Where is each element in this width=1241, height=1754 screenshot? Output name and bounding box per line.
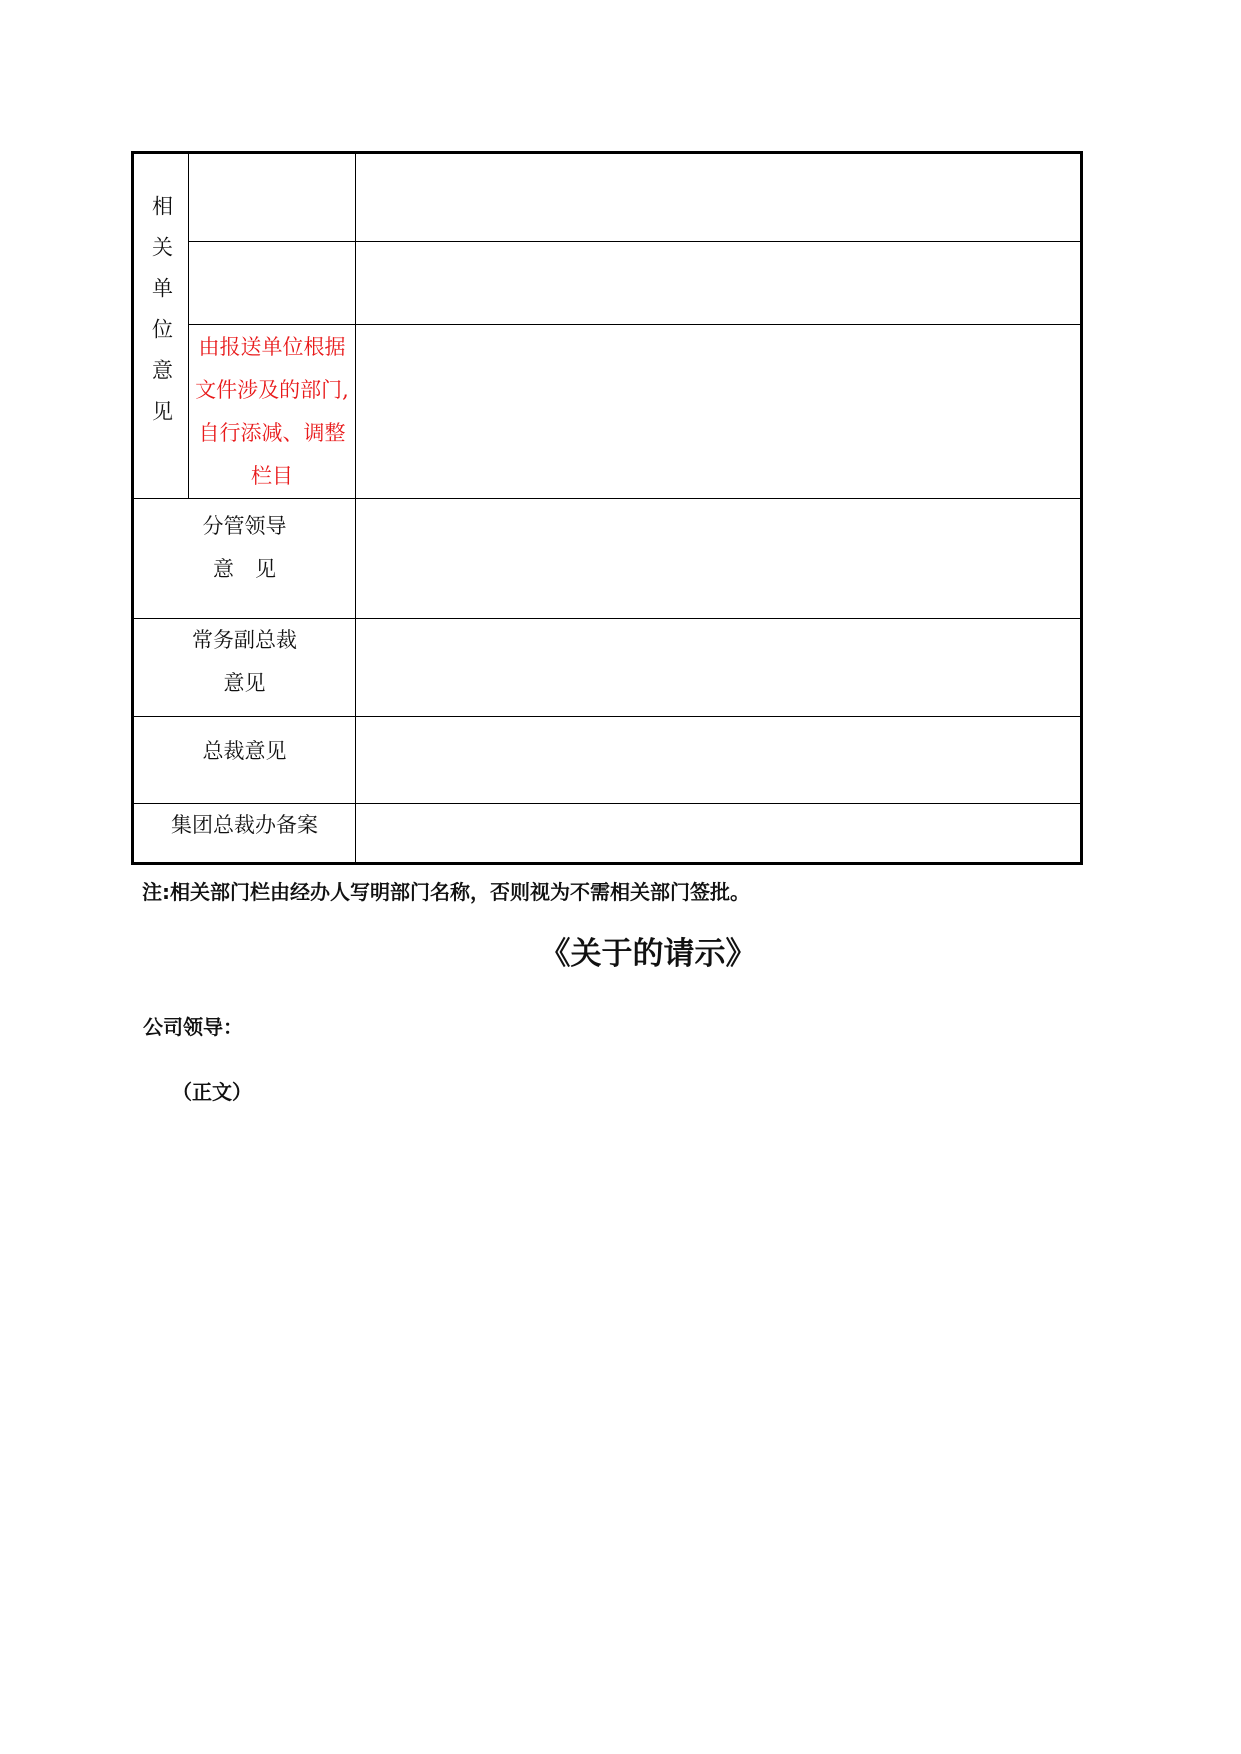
related-unit-row-2 <box>133 242 1082 325</box>
president-opinion-label: 总裁意见 <box>133 716 356 803</box>
related-units-label: 相关单位意见 <box>149 195 174 442</box>
exec-vp-opinion-row <box>133 619 1082 716</box>
related-unit-row-3 <box>133 325 1082 498</box>
group-office-record-label: 集团总裁办备案 <box>133 803 356 863</box>
related-unit-opinion-cell-2[interactable] <box>356 242 1082 325</box>
related-unit-dept-cell-1[interactable] <box>189 153 356 242</box>
exec-vp-opinion-field[interactable] <box>356 619 1082 716</box>
form-note: 注:相关部门栏由经办人写明部门名称，否则视为不需相关部门签批。 <box>142 880 750 904</box>
body-placeholder: （正文） <box>172 1080 252 1104</box>
related-units-label-cell <box>133 153 189 499</box>
related-unit-instruction: 由报送单位根据文件涉及的部门,自行添减、调整栏目 <box>189 325 356 498</box>
leader-opinion-label <box>133 498 356 618</box>
group-office-record-field[interactable] <box>356 803 1082 863</box>
leader-opinion-row <box>133 498 1082 618</box>
approval-form-table <box>131 151 1083 865</box>
president-opinion-field[interactable] <box>356 716 1082 803</box>
leader-opinion-label-line1: 分管领导 <box>202 513 287 538</box>
related-unit-opinion-cell-1[interactable] <box>356 153 1082 242</box>
group-office-record-row <box>133 803 1082 863</box>
exec-vp-opinion-label <box>133 619 356 716</box>
related-unit-row-1 <box>133 153 1082 242</box>
president-opinion-row <box>133 716 1082 803</box>
related-unit-dept-cell-2[interactable] <box>189 242 356 325</box>
salutation: 公司领导： <box>143 1015 243 1039</box>
exec-vp-opinion-label-line2: 意见 <box>223 671 266 696</box>
document-title: 《关于的请示》 <box>539 936 757 972</box>
leader-opinion-label-line2: 意 见 <box>213 556 276 581</box>
exec-vp-opinion-label-line1: 常务副总裁 <box>192 628 297 653</box>
related-unit-opinion-cell-3[interactable] <box>356 325 1082 498</box>
leader-opinion-field[interactable] <box>356 498 1082 618</box>
